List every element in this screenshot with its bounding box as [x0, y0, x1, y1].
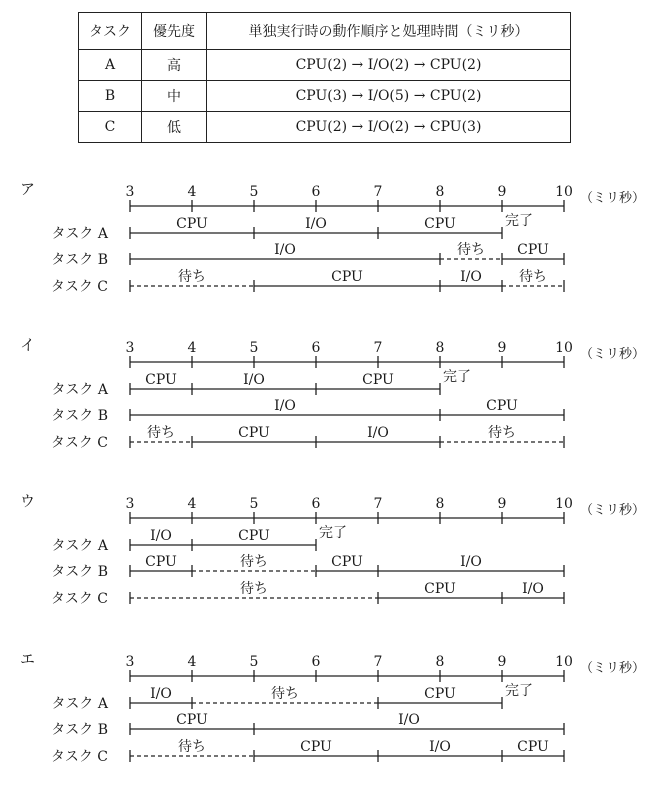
axis-unit-label: （ミリ秒）	[580, 347, 646, 362]
segment-label: I/O	[150, 528, 172, 544]
segment-label: I/O	[274, 398, 296, 414]
segment-label: I/O	[429, 739, 451, 755]
axis-tick-label: 8	[435, 340, 445, 356]
axis-unit-label: （ミリ秒）	[580, 503, 646, 518]
segment-label: CPU	[517, 242, 549, 258]
segment-label: 待ち	[271, 686, 299, 702]
axis-tick-label: 4	[187, 654, 197, 670]
segment-label: I/O	[460, 269, 482, 285]
segment-label: CPU	[331, 269, 363, 285]
segment-label: 待ち	[240, 581, 268, 597]
axis-tick-label: 7	[373, 654, 383, 670]
cell-task: C	[79, 112, 142, 143]
done-label: 完了	[505, 683, 533, 699]
task-row-label: タスク B	[51, 722, 108, 738]
axis-tick-label: 9	[497, 496, 507, 512]
task-row-label: タスク C	[50, 749, 108, 765]
task-row-label: タスク C	[50, 591, 108, 607]
segment-label: CPU	[424, 581, 456, 597]
axis-tick-label: 10	[555, 654, 573, 670]
axis-unit-label: （ミリ秒）	[580, 661, 646, 676]
cell-priority: 低	[142, 112, 207, 143]
axis-tick-label: 3	[125, 340, 135, 356]
segment-label: CPU	[238, 425, 270, 441]
segment-label: I/O	[243, 372, 265, 388]
cell-task: A	[79, 50, 142, 81]
segment-label: CPU	[300, 739, 332, 755]
diagram-u	[20, 492, 645, 607]
task-row-label: タスク B	[51, 408, 108, 424]
diagram-label: イ	[20, 336, 36, 354]
task-row-label: タスク A	[51, 226, 108, 242]
axis-tick-label: 7	[373, 184, 383, 200]
segment-label: CPU	[424, 216, 456, 232]
axis-tick-label: 4	[187, 340, 197, 356]
task-row-label: タスク A	[51, 538, 108, 554]
axis-tick-label: 9	[497, 184, 507, 200]
cell-sequence: CPU(3) → I/O(5) → CPU(2)	[207, 81, 571, 112]
cell-task: B	[79, 81, 142, 112]
task-row-label: タスク A	[51, 382, 108, 398]
axis-tick-label: 9	[497, 340, 507, 356]
segment-label: 待ち	[519, 269, 547, 285]
cell-priority: 高	[142, 50, 207, 81]
segment-label: 待ち	[178, 269, 206, 285]
axis-tick-label: 6	[311, 496, 321, 512]
axis-tick-label: 6	[311, 654, 321, 670]
segment-label: I/O	[460, 554, 482, 570]
diagram-label: ア	[20, 180, 36, 198]
cell-priority: 中	[142, 81, 207, 112]
segment-label: 待ち	[457, 242, 485, 258]
segment-label: 待ち	[240, 554, 268, 570]
axis-tick-label: 5	[249, 654, 259, 670]
axis-tick-label: 10	[555, 496, 573, 512]
task-row-label: タスク C	[50, 435, 108, 451]
diagram-e	[20, 650, 645, 765]
segment-label: 待ち	[488, 425, 516, 441]
axis-tick-label: 6	[311, 340, 321, 356]
axis-tick-label: 8	[435, 184, 445, 200]
axis-tick-label: 5	[249, 340, 259, 356]
cell-sequence: CPU(2) → I/O(2) → CPU(2)	[207, 50, 571, 81]
segment-label: CPU	[176, 216, 208, 232]
segment-label: 待ち	[178, 739, 206, 755]
done-label: 完了	[505, 213, 533, 229]
done-label: 完了	[443, 369, 471, 385]
segment-label: I/O	[305, 216, 327, 232]
diagram-label: ウ	[20, 492, 36, 510]
segment-label: CPU	[362, 372, 394, 388]
segment-label: CPU	[145, 554, 177, 570]
axis-tick-label: 6	[311, 184, 321, 200]
segment-label: CPU	[331, 554, 363, 570]
segment-label: I/O	[150, 686, 172, 702]
axis-tick-label: 10	[555, 184, 573, 200]
diagram-i	[20, 336, 645, 451]
diagram-a	[20, 180, 645, 295]
segment-label: I/O	[522, 581, 544, 597]
segment-label: CPU	[238, 528, 270, 544]
axis-unit-label: （ミリ秒）	[580, 191, 646, 206]
task-row-label: タスク B	[51, 252, 108, 268]
axis-tick-label: 7	[373, 340, 383, 356]
task-row-label: タスク B	[51, 564, 108, 580]
axis-tick-label: 7	[373, 496, 383, 512]
task-row-label: タスク A	[51, 696, 108, 712]
segment-label: I/O	[274, 242, 296, 258]
segment-label: CPU	[486, 398, 518, 414]
segment-label: CPU	[176, 712, 208, 728]
cell-sequence: CPU(2) → I/O(2) → CPU(3)	[207, 112, 571, 143]
segment-label: CPU	[517, 739, 549, 755]
axis-tick-label: 3	[125, 496, 135, 512]
diagram-label: エ	[20, 650, 36, 668]
axis-tick-label: 8	[435, 654, 445, 670]
task-row-label: タスク C	[50, 279, 108, 295]
axis-tick-label: 9	[497, 654, 507, 670]
axis-tick-label: 3	[125, 184, 135, 200]
segment-label: CPU	[145, 372, 177, 388]
segment-label: 待ち	[147, 425, 175, 441]
axis-tick-label: 10	[555, 340, 573, 356]
axis-tick-label: 8	[435, 496, 445, 512]
axis-tick-label: 5	[249, 496, 259, 512]
axis-tick-label: 5	[249, 184, 259, 200]
header-sequence: 単独実行時の動作順序と処理時間（ミリ秒）	[207, 13, 571, 50]
done-label: 完了	[319, 525, 347, 541]
axis-tick-label: 3	[125, 654, 135, 670]
axis-tick-label: 4	[187, 496, 197, 512]
segment-label: CPU	[424, 686, 456, 702]
header-priority: 優先度	[142, 13, 207, 50]
header-task: タスク	[79, 13, 142, 50]
axis-tick-label: 4	[187, 184, 197, 200]
segment-label: I/O	[398, 712, 420, 728]
segment-label: I/O	[367, 425, 389, 441]
